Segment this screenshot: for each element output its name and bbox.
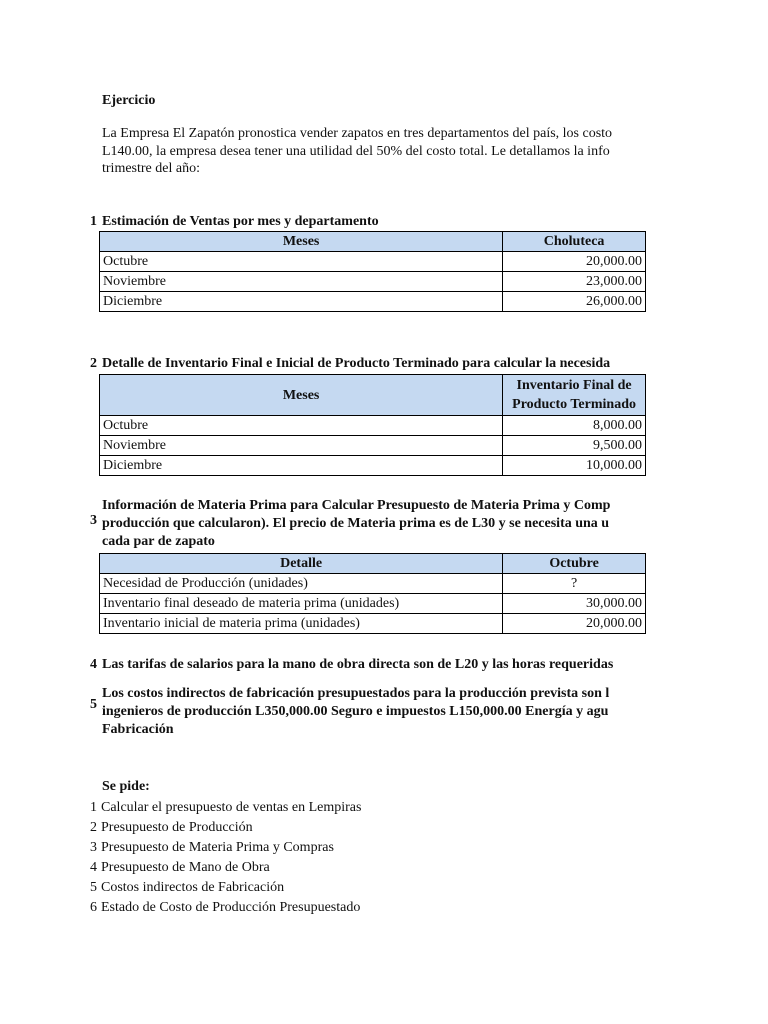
list-item <box>90 818 361 838</box>
month-cell: Noviembre <box>100 272 503 292</box>
section-5-number: 5 <box>90 697 97 712</box>
section-3-heading-line-1: Información de Materia Prima para Calcular Presupuesto de Materia Prima y Comp <box>102 498 611 513</box>
detail-cell: Necesidad de Producción (unidades) <box>100 574 503 594</box>
exercise-title: Ejercicio <box>102 93 156 108</box>
intro-line-2: L140.00, la empresa desea tener una utilidad del 50% del costo total. Le detallamos la info <box>102 144 610 159</box>
month-cell: Noviembre <box>100 436 503 456</box>
table-row <box>100 574 646 594</box>
header-line-1: Inventario Final de <box>516 378 632 393</box>
detail-cell: Inventario final deseado de materia prima (unidades) <box>100 594 503 614</box>
raw-material-table <box>99 553 646 634</box>
section-1-number: 1 <box>90 214 97 229</box>
value-cell: 9,500.00 <box>503 436 646 456</box>
list-item-number: 2 <box>90 820 97 835</box>
table-row <box>100 456 646 476</box>
table-row <box>100 614 646 634</box>
asks-heading: Se pide: <box>102 779 150 794</box>
value-cell: 30,000.00 <box>503 594 646 614</box>
table-header-row <box>100 554 646 574</box>
section-2-heading: Detalle de Inventario Final e Inicial de Producto Terminado para calcular la necesida <box>102 356 611 371</box>
list-item-number: 3 <box>90 840 97 855</box>
month-cell: Octubre <box>100 416 503 436</box>
section-5-line-2: ingenieros de producción L350,000.00 Seguro e impuestos L150,000.00 Energía y agu <box>102 704 609 719</box>
table-header-row <box>100 232 646 252</box>
inventory-table <box>99 374 646 476</box>
table-row <box>100 292 646 312</box>
value-cell: 23,000.00 <box>503 272 646 292</box>
section-3-heading-line-3: cada par de zapato <box>102 534 215 549</box>
intro-line-3: trimestre del año: <box>102 161 200 176</box>
header-octubre: Octubre <box>503 554 646 574</box>
table-row <box>100 436 646 456</box>
intro-line-1: La Empresa El Zapatón pronostica vender zapatos en tres departamentos del país, los costo <box>102 126 613 141</box>
section-1-heading: Estimación de Ventas por mes y departamento <box>102 214 379 229</box>
list-item-text: Presupuesto de Producción <box>101 820 253 835</box>
table-header-row <box>100 375 646 416</box>
list-item-number: 6 <box>90 900 97 915</box>
list-item-number: 4 <box>90 860 97 875</box>
list-item-text: Estado de Costo de Producción Presupuestado <box>101 900 361 915</box>
header-detalle: Detalle <box>100 554 503 574</box>
value-cell: 20,000.00 <box>503 614 646 634</box>
list-item-text: Presupuesto de Materia Prima y Compras <box>101 840 334 855</box>
header-meses: Meses <box>100 232 503 252</box>
header-choluteca: Choluteca <box>503 232 646 252</box>
section-2-number: 2 <box>90 356 97 371</box>
list-item <box>90 798 361 818</box>
section-4-text: Las tarifas de salarios para la mano de obra directa son de L20 y las horas requeridas <box>102 657 614 672</box>
list-item-text: Presupuesto de Mano de Obra <box>101 860 270 875</box>
table-row <box>100 272 646 292</box>
detail-cell: Inventario inicial de materia prima (unidades) <box>100 614 503 634</box>
section-3-number: 3 <box>90 513 97 528</box>
list-item <box>90 898 361 918</box>
list-item-number: 1 <box>90 800 97 815</box>
sales-estimate-table <box>99 231 646 312</box>
section-3-heading-line-2: producción que calcularon). El precio de Materia prima es de L30 y se necesita una u <box>102 516 610 531</box>
header-line-2: Producto Terminado <box>512 397 636 412</box>
value-cell: 26,000.00 <box>503 292 646 312</box>
table-row <box>100 252 646 272</box>
list-item <box>90 858 361 878</box>
header-meses: Meses <box>100 375 503 416</box>
table-row <box>100 594 646 614</box>
month-cell: Diciembre <box>100 292 503 312</box>
section-5-line-1: Los costos indirectos de fabricación presupuestados para la producción prevista son l <box>102 686 610 701</box>
month-cell: Diciembre <box>100 456 503 476</box>
value-cell: 8,000.00 <box>503 416 646 436</box>
value-cell: ? <box>503 574 646 594</box>
value-cell: 20,000.00 <box>503 252 646 272</box>
header-inventario-final <box>503 375 646 416</box>
list-item-text: Costos indirectos de Fabricación <box>101 880 285 895</box>
list-item <box>90 838 361 858</box>
section-4-number: 4 <box>90 657 97 672</box>
value-cell: 10,000.00 <box>503 456 646 476</box>
list-item-number: 5 <box>90 880 97 895</box>
table-row <box>100 416 646 436</box>
list-item <box>90 878 361 898</box>
asks-list <box>90 798 361 918</box>
section-5-line-3: Fabricación <box>102 722 174 736</box>
list-item-text: Calcular el presupuesto de ventas en Lempiras <box>101 800 362 815</box>
month-cell: Octubre <box>100 252 503 272</box>
